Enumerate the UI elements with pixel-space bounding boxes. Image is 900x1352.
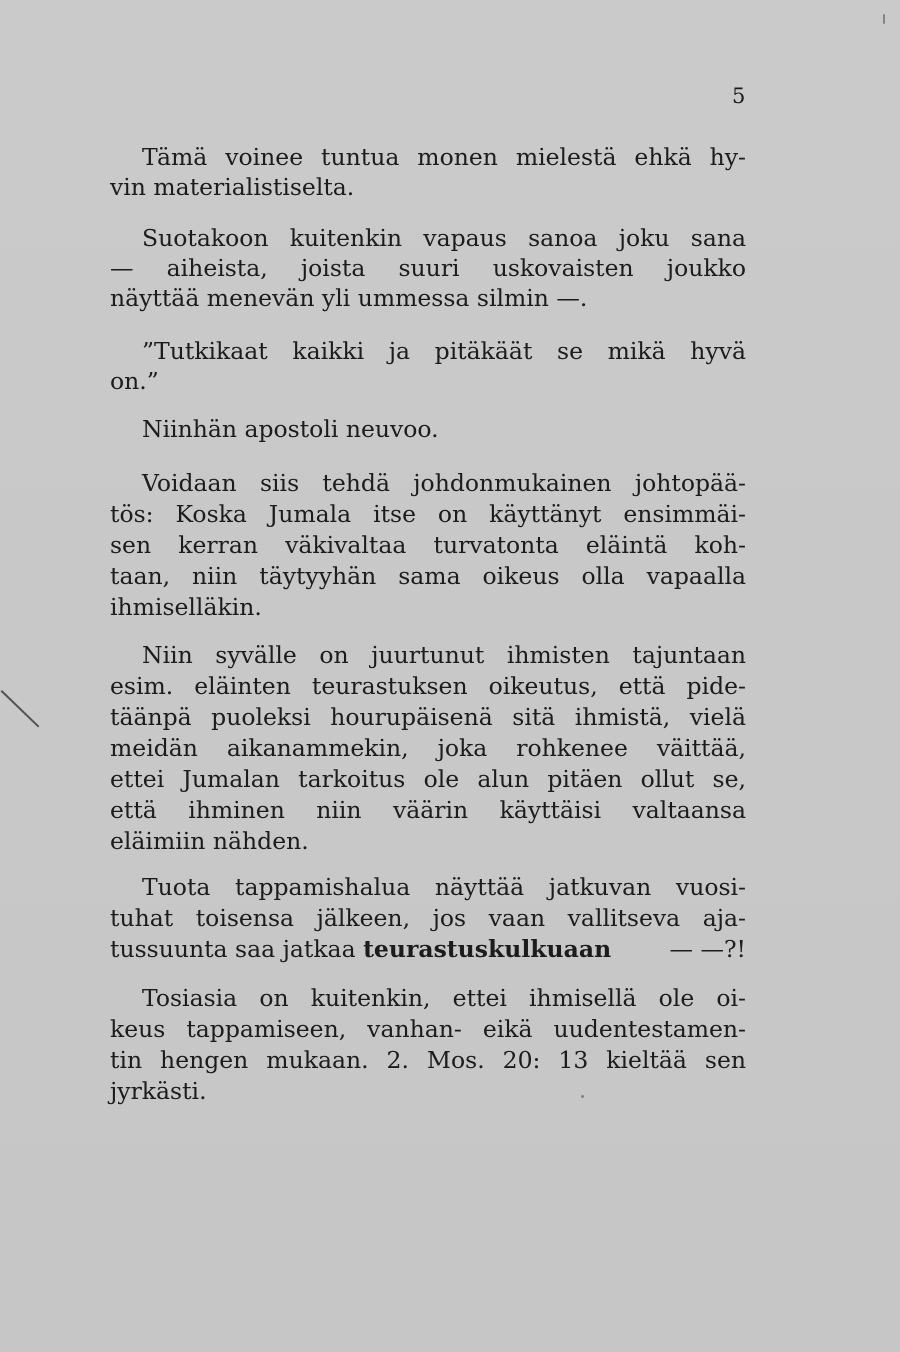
text-run: tussuunta saa jatkaa: [110, 935, 356, 963]
text-segment: [110, 934, 611, 964]
text-line: Tuota tappamishalua näyttää jatkuvan vuosi-: [142, 873, 746, 901]
text-line: Suotakoon kuitenkin vapaus sanoa joku sana: [142, 224, 746, 252]
dash-exclamation: — —?!: [669, 935, 746, 963]
text-line: tös: Koska Jumala itse on käyttänyt ensimmäi-: [110, 500, 746, 528]
text-line: Niinhän apostoli neuvoo.: [142, 415, 439, 443]
text-line: täänpä puoleksi hourupäisenä sitä ihmistä, vielä: [110, 703, 746, 731]
text-line: Voidaan siis tehdä johdonmukainen johtopää-: [142, 469, 746, 497]
scan-scratch-mark: [1, 690, 39, 727]
text-line: Tosiasia on kuitenkin, ettei ihmisellä ole oi-: [142, 984, 746, 1012]
text-line: jyrkästi.: [110, 1077, 207, 1105]
text-line: eläimiin nähden.: [110, 827, 309, 855]
text-line: tin hengen mukaan. 2. Mos. 20: 13 kieltää sen: [110, 1046, 746, 1074]
text-line: — aiheista, joista suuri uskovaisten joukko: [110, 254, 746, 282]
bold-text-run: teurastuskulkuaan: [363, 935, 612, 963]
text-line: vin materialistiselta.: [110, 173, 355, 201]
text-line: ihmiselläkin.: [110, 593, 262, 621]
text-line: ”Tutkikaat kaikki ja pitäkäät se mikä hyvä: [142, 337, 746, 365]
page-number: 5: [732, 84, 746, 108]
text-line: meidän aikanammekin, joka rohkenee väittää,: [110, 734, 746, 762]
text-line: taan, niin täytyyhän sama oikeus olla vapaalla: [110, 562, 746, 590]
text-line: keus tappamiseen, vanhan- eikä uudentestamen-: [110, 1015, 746, 1043]
text-line: sen kerran väkivaltaa turvatonta eläintä koh-: [110, 531, 746, 559]
text-line: näyttää menevän yli ummessa silmin —.: [110, 284, 588, 312]
text-line: esim. eläinten teurastuksen oikeutus, että pide-: [110, 672, 746, 700]
text-line: ettei Jumalan tarkoitus ole alun pitäen ollut se,: [110, 765, 746, 793]
text-line: Niin syvälle on juurtunut ihmisten tajuntaan: [142, 641, 746, 669]
text-line: on.”: [110, 367, 159, 395]
text-line: tuhat toisensa jälkeen, jos vaan vallitseva aja-: [110, 904, 746, 932]
text-line: Tämä voinee tuntua monen mielestä ehkä hy-: [142, 143, 746, 171]
text-line: että ihminen niin väärin käyttäisi valtaansa: [110, 796, 746, 824]
scan-speck: [883, 14, 885, 24]
scan-speck: [581, 1095, 584, 1098]
text-line-mixed: [110, 934, 746, 964]
